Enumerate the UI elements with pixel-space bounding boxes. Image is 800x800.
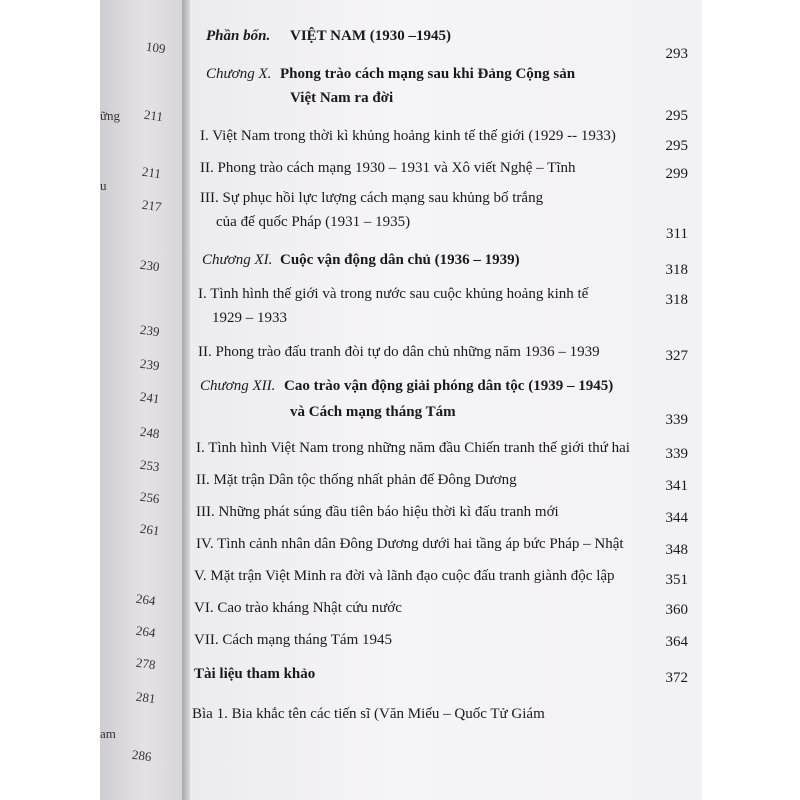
left-page-edge (100, 0, 182, 800)
toc-entry: III. Những phát súng đầu tiên báo hiệu thời kì đấu tranh mới (196, 504, 559, 520)
left-page-number: 261 (139, 520, 161, 539)
chapter-label: Chương X. (206, 66, 272, 82)
left-page-number: 239 (139, 321, 161, 340)
chapter-title: Phong trào cách mạng sau khi Đảng Cộng sản (280, 66, 576, 82)
book-spine (182, 0, 190, 800)
toc-entry-line2: 1929 – 1933 (212, 310, 287, 326)
page-number: 364 (665, 634, 688, 650)
page-number: 360 (665, 602, 688, 618)
toc-entry: III. Sự phục hồi lực lượng cách mạng sau khủng bố trắng (200, 190, 544, 206)
page-number: 318 (665, 292, 688, 308)
left-page-number: 264 (135, 590, 157, 609)
left-page-number: 211 (143, 106, 165, 125)
chapter-title: Cao trào vận động giải phóng dân tộc (1939 – 1945) (284, 378, 614, 394)
toc-entry-references: Tài liệu tham khảo (194, 666, 316, 682)
toc-entry: Bìa 1. Bia khắc tên các tiến sĩ (Văn Miếu – Quốc Tử Giám (192, 706, 545, 722)
page-number: 341 (665, 478, 688, 494)
toc-entry: II. Phong trào cách mạng 1930 – 1931 và Xô viết Nghệ – Tĩnh (200, 160, 576, 176)
left-page-number: 256 (139, 488, 161, 507)
chapter-title: Cuộc vận động dân chủ (1936 – 1939) (280, 252, 520, 268)
page-number: 293 (665, 46, 688, 62)
page-number: 295 (665, 138, 688, 154)
left-page-number: 278 (135, 654, 157, 673)
left-page-number: 241 (139, 388, 161, 407)
left-page-fragment: u (100, 178, 107, 193)
chapter-label: Chương XI. (202, 252, 273, 268)
page-number: 311 (666, 226, 688, 242)
part-title: VIỆT NAM (1930 –1945) (290, 28, 451, 44)
left-page-number: 211 (141, 163, 163, 182)
toc-entry: VI. Cao trào kháng Nhật cứu nước (194, 600, 402, 616)
part-label: Phần bốn. (206, 28, 271, 44)
toc-entry: VII. Cách mạng tháng Tám 1945 (194, 632, 393, 648)
page-number: 339 (665, 446, 688, 462)
toc-entry: I. Việt Nam trong thời kì khủng hoảng kinh tế thế giới (1929 -- 1933) (200, 128, 616, 144)
toc-entry: II. Mặt trận Dân tộc thống nhất phản đế Đông Dương (196, 472, 517, 488)
left-page-number: 248 (139, 423, 161, 442)
chapter-title-line2: và Cách mạng tháng Tám (290, 404, 456, 420)
toc-page (190, 0, 702, 800)
toc-entry: I. Tình hình thế giới và trong nước sau cuộc khủng hoảng kinh tế (198, 286, 589, 302)
page-number: 351 (665, 572, 688, 588)
page-number: 295 (665, 108, 688, 124)
left-page-fragment: am (100, 726, 116, 741)
left-page-number: 239 (139, 355, 161, 374)
left-page-number: 109 (145, 38, 167, 57)
page-number: 299 (665, 166, 688, 182)
left-page-number: 230 (139, 256, 161, 275)
left-page-number: 217 (141, 196, 163, 215)
page-number: 327 (665, 348, 688, 364)
page-number: 344 (665, 510, 688, 526)
left-page-fragment: ững (100, 108, 121, 123)
left-page-number: 281 (135, 688, 157, 707)
left-page-number: 264 (135, 622, 157, 641)
page-number: 318 (665, 262, 688, 278)
page-number: 339 (665, 412, 688, 428)
toc-entry: I. Tình hình Việt Nam trong những năm đầu Chiến tranh thế giới thứ hai (196, 440, 630, 456)
toc-entry: IV. Tình cảnh nhân dân Đông Dương dưới hai tầng áp bức Pháp – Nhật (196, 536, 624, 552)
toc-entry: V. Mặt trận Việt Minh ra đời và lãnh đạo cuộc đấu tranh giành độc lập (194, 568, 615, 584)
page-number: 372 (665, 670, 688, 686)
page-number: 348 (665, 542, 688, 558)
left-page-number: 253 (139, 456, 161, 475)
toc-entry: II. Phong trào đấu tranh đòi tự do dân chủ những năm 1936 – 1939 (198, 344, 600, 360)
chapter-title-line2: Việt Nam ra đời (290, 90, 394, 106)
toc-entry-line2: của đế quốc Pháp (1931 – 1935) (216, 214, 411, 230)
left-page-number: 286 (131, 746, 153, 765)
chapter-label: Chương XII. (200, 378, 276, 394)
